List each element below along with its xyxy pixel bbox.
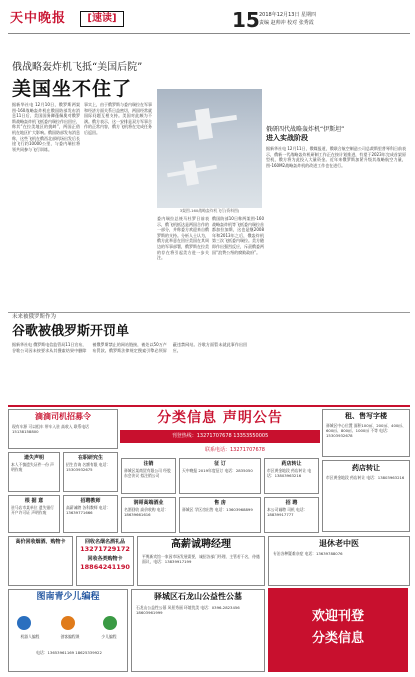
classified-hotline: 刊登热线：13271707678 13353550005 <box>120 430 320 443</box>
ad-recycle-line2: 13271729172 <box>80 545 130 554</box>
ad-card-9 <box>179 497 261 533</box>
editor-line: 责编 赵帅冲 校对 张秀霞 <box>259 20 314 26</box>
second-kicker: 未来被俄罗斯作为 <box>12 314 57 320</box>
classified-phone: 联系电话：13271707678 <box>205 447 265 453</box>
robot-icon <box>17 616 31 630</box>
ad-cemetery <box>131 589 265 672</box>
ad-recycle-title: 高价回收烟酒、购物卡 <box>15 539 66 545</box>
ad-pharmacy-title: 药店转让 <box>352 464 380 472</box>
ad-card-9-body: 驿城区 学区房出售 电话：13603968899 <box>182 507 253 513</box>
ad-card-4-body: 天中晚报 2019年度征订 电话：2835050 <box>182 468 253 474</box>
side-story-body: 据新华社电 12月11日，俄媒报道，俄联合航空制造公司总裁斯里普琴科日前表示，俄新一代战略轰炸机研制工作正在按计划推进，有望于2023年完成首架原型机，俄方将为此投入大量资金。近年来俄罗斯加紧升级其战略航空力量，图-160M2战略轰炸机的改进工作也在进行。 <box>266 146 406 168</box>
ad-card-4-title: 征 订 <box>214 461 226 467</box>
ad-recycle-box <box>76 536 134 586</box>
ad-office-rent <box>322 409 410 457</box>
top-rule <box>8 33 410 34</box>
welcome-line1: 欢迎刊登 <box>311 609 364 624</box>
ad-card-5 <box>264 458 319 494</box>
ad-card-1 <box>8 452 60 492</box>
maker-icon <box>61 616 75 630</box>
ad-kids-item3: 少儿编程 <box>101 634 117 639</box>
ad-kids-phone: 电话：13653961169 18625339922 <box>36 650 102 655</box>
masthead-logo: 天中晚报 <box>10 10 72 27</box>
ad-recycle-line1: 回收名烟名酒礼品 <box>84 539 125 545</box>
ad-office-body: 驿城区中心位置 面积100㎡、200㎡、400㎡、600㎡、800㎡、1000㎡ 不等 电话：15303932678 <box>326 422 406 438</box>
ad-card-6-body: 驻马店市某单位 遗失银行开户许可证 声明作废 <box>11 505 54 516</box>
ad-card-4 <box>179 458 261 494</box>
ad-cemetery-body: 石龙山公益性公墓 风景秀丽 环境优美 电话：0396-2823456 18603961999 <box>136 605 240 615</box>
ad-recycle <box>8 536 73 586</box>
ad-kids-item2: 创客编程课 <box>60 634 80 639</box>
ad-hiring <box>137 536 265 586</box>
date-box <box>259 11 409 29</box>
welcome-banner <box>268 588 408 672</box>
ad-office-title: 租、售写字楼 <box>345 412 387 420</box>
lead-body-col4: 俄国防部10日称两架图-160战略轰炸机等飞抵委内瑞拉首都加拉加斯，这也是继2008年和2013年之后，俄轰炸机第三次飞抵委内瑞拉。美方随即作出强烈反应，斥责俄委两国“浪费公帑的腐败政府”。 <box>212 216 264 255</box>
side-title-line1: 俄研四代战略轰炸机“伊斯坦” <box>266 126 345 133</box>
bomber-photo <box>157 89 262 208</box>
ad-cemetery-title: 驿城区石龙山公益性公墓 <box>154 592 242 601</box>
lead-body-col3: 委内瑞拉总统马杜罗日前表示，俄飞机抵达是两国合作的一部分，并称委方欢迎来自俄罗斯的支持。分析人士认为，俄方此举意在回应美国在其周边的军事部署，俄罗斯在拉美的存在将引起美方进一步关注。 <box>157 216 209 261</box>
ad-card-3 <box>121 458 176 494</box>
ad-card-7 <box>63 495 118 533</box>
ad-card-8-body: 名酒回收 高价收购 电话：18639661616 <box>124 507 169 518</box>
second-headline: 谷歌被俄罗斯开罚单 <box>12 324 130 339</box>
ad-card-9-title: 售 房 <box>214 500 226 506</box>
ad-didi <box>8 409 118 449</box>
ad-didi-body: 现有车源 可以租车 带车入驻 高收入 联系电话 15138158800 <box>12 424 89 434</box>
lead-headline: 美国坐不住了 <box>12 78 133 100</box>
date-line: 2018年12月13日 星期四 <box>259 12 317 18</box>
ad-recycle-line4: 18864241190 <box>80 562 130 571</box>
ad-didi-title: 滴滴司机招募令 <box>35 412 91 421</box>
second-story-body: 据新华社电 俄罗斯电信监管局11日宣布，谷歌公司因未按要求从其搜索结果中删除被俄罗斯禁止的网站链接，被处以50万卢布罚款。俄罗斯法律规定搜索引擎必须屏蔽违禁网站。谷歌方面暂未就此事作出回应。 <box>12 342 248 353</box>
ad-kids-item1: 机器人编程 <box>20 634 40 639</box>
section-tag: [速读] <box>80 11 124 27</box>
ad-kids-coding <box>8 589 128 672</box>
ad-card-8 <box>121 497 176 533</box>
ad-card-10 <box>264 497 319 533</box>
middle-rule <box>8 312 410 313</box>
ad-hiring-body: 平舆新宾馆一家因市场发展需要，诚招各部门经理、主管若干名，待遇面议，电话：13839917199 <box>142 553 260 564</box>
ad-recycle-line3: 回收各类购物卡 <box>87 556 123 563</box>
ad-pharmacy-body: 市区黄金地段 药店转让 电话：13803963216 <box>326 474 405 480</box>
ad-retire <box>268 536 410 586</box>
ad-card-2 <box>63 452 118 492</box>
lead-body-col2: 事实上，由于俄罗斯与委内瑞拉在军事和经济方面关系日益密切，两国经常就国际问题互相支持。美国对此颇为不满。俄方表示，这一安排是双方军事合作的正常内容，俄方飞机将在完成任务后返回。 <box>84 102 152 135</box>
ad-card-10-title: 招 聘 <box>285 500 298 506</box>
code-icon <box>103 616 117 630</box>
ad-card-6 <box>8 495 60 533</box>
page-number: 15 <box>232 8 260 32</box>
ad-card-2-title: 在职研究生 <box>77 455 103 461</box>
ad-card-5-title: 药店转让 <box>281 461 302 467</box>
ad-retire-body: 专治各种疑难杂症 电话：13639788076 <box>273 551 343 556</box>
ad-card-3-body: 驿城区某商贸有限公司 经股东会决议 拟注销公司 <box>124 468 171 479</box>
ads-top-rule <box>8 405 410 407</box>
ad-card-1-title: 遗失声明 <box>23 455 44 461</box>
ad-card-7-body: 高薪诚聘 各科教师 电话：13639771666 <box>66 505 111 516</box>
ad-card-6-title: 根 据 意 <box>24 498 44 504</box>
classified-title: 分类信息 声明公告 <box>157 410 283 426</box>
welcome-line2: 分类信息 <box>311 631 364 646</box>
photo-caption: 3架图-160战略轰炸机飞行(资料图) <box>179 208 240 213</box>
lead-body-col1: 据新华社电 12月10日，俄罗斯两架图-160战略轰炸机在俄国防部发布消息11日后，美国国务卿蓬佩奥对俄罗斯战略轰炸机飞抵委内瑞拉作出回应，称其“在拉美地区的挑衅”，两国正借机在地区扩大影响。俄国防部发布消息称，这些飞机在俄西北部机场出发后长途飞行约10000公里，与委内瑞拉将领共同参与飞行训练。 <box>12 102 80 152</box>
ad-retire-title: 退休老中医 <box>319 539 359 548</box>
side-title-line2: 进入实战阶段 <box>266 134 308 142</box>
ad-card-8-title: 润哥高端酒业 <box>133 500 164 506</box>
ad-card-5-body: 市区黄金地段 药店转让 电话：13803963216 <box>267 468 312 479</box>
ad-kids-title: 图南青少儿编程 <box>36 592 100 602</box>
lead-kicker: 俄战略轰炸机飞抵“美国后院” <box>12 62 143 73</box>
ad-card-2-body: 招生咨询 名额有限 电话：15303932675 <box>66 462 111 473</box>
ad-card-3-title: 注销 <box>143 461 154 467</box>
side-story-title <box>266 126 406 142</box>
ad-card-7-title: 招聘教师 <box>80 498 101 504</box>
ad-hiring-title: 高薪诚聘经理 <box>171 539 231 550</box>
ad-card-pharmacy <box>322 460 410 532</box>
ad-card-10-body: 本公司诚聘 司机 电话：18839917777 <box>267 507 308 518</box>
ad-card-1-body: 本人不慎遗失证件一份 声明作废 <box>11 462 54 473</box>
